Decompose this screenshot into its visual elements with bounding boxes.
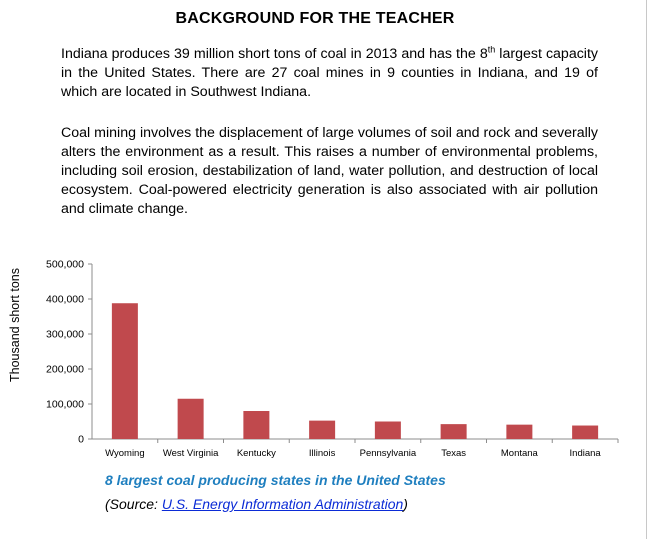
- x-tick-label: Wyoming: [105, 448, 145, 459]
- page-title: BACKGROUND FOR THE TEACHER: [175, 10, 455, 27]
- intro-text-start: Indiana produces 39 million short tons of coal in 2013 and has the 8: [61, 46, 488, 62]
- bar: [375, 422, 401, 440]
- x-tick-label: Illinois: [308, 448, 336, 459]
- y-tick-label: 300,000: [46, 328, 84, 341]
- x-tick-label: Texas: [441, 448, 467, 459]
- y-tick-label: 0: [78, 433, 84, 446]
- ordinal-suffix: th: [487, 44, 496, 55]
- intro-text-end: largest capacity in the United States. There are 27 coal mines in 9 counties in Indiana, and 19 of which are located in Southwest Indiana.: [61, 46, 598, 100]
- source-suffix: ): [403, 496, 408, 512]
- x-tick-label: Pennsylvania: [359, 448, 417, 459]
- x-tick-label: Montana: [500, 448, 538, 459]
- y-axis-label: Thousand short tons: [8, 268, 22, 382]
- coal-production-chart: [0, 250, 640, 470]
- bar: [441, 424, 467, 439]
- bar: [178, 399, 204, 439]
- y-tick-label: 200,000: [46, 363, 84, 376]
- chart-caption: 8 largest coal producing states in the United States: [105, 472, 446, 488]
- bar: [309, 421, 335, 439]
- bar: [572, 426, 598, 439]
- impact-paragraph: Coal mining involves the displacement of large volumes of soil and rock and severally alters the environment as a result. This raises a number of environmental problems, including soil erosion, destabilization of land, water pollution, and destruction of local ecosystem. Coal-powered electricity generation is also associated with air pollution and climate change.: [61, 125, 598, 217]
- bar: [243, 411, 269, 439]
- bar: [112, 303, 138, 439]
- intro-paragraph: [61, 45, 598, 102]
- source-citation: [105, 496, 408, 512]
- page-border: [646, 0, 647, 539]
- x-tick-label: Kentucky: [236, 448, 276, 459]
- x-tick-label: West Virginia: [162, 448, 219, 459]
- source-prefix: (Source:: [105, 496, 162, 512]
- y-tick-label: 500,000: [46, 258, 84, 271]
- y-tick-label: 100,000: [46, 398, 84, 411]
- x-tick-label: Indiana: [569, 448, 601, 459]
- chart-svg: [0, 250, 640, 470]
- source-link[interactable]: U.S. Energy Information Administration: [161, 496, 404, 512]
- y-tick-label: 400,000: [46, 293, 84, 306]
- bar: [506, 425, 532, 439]
